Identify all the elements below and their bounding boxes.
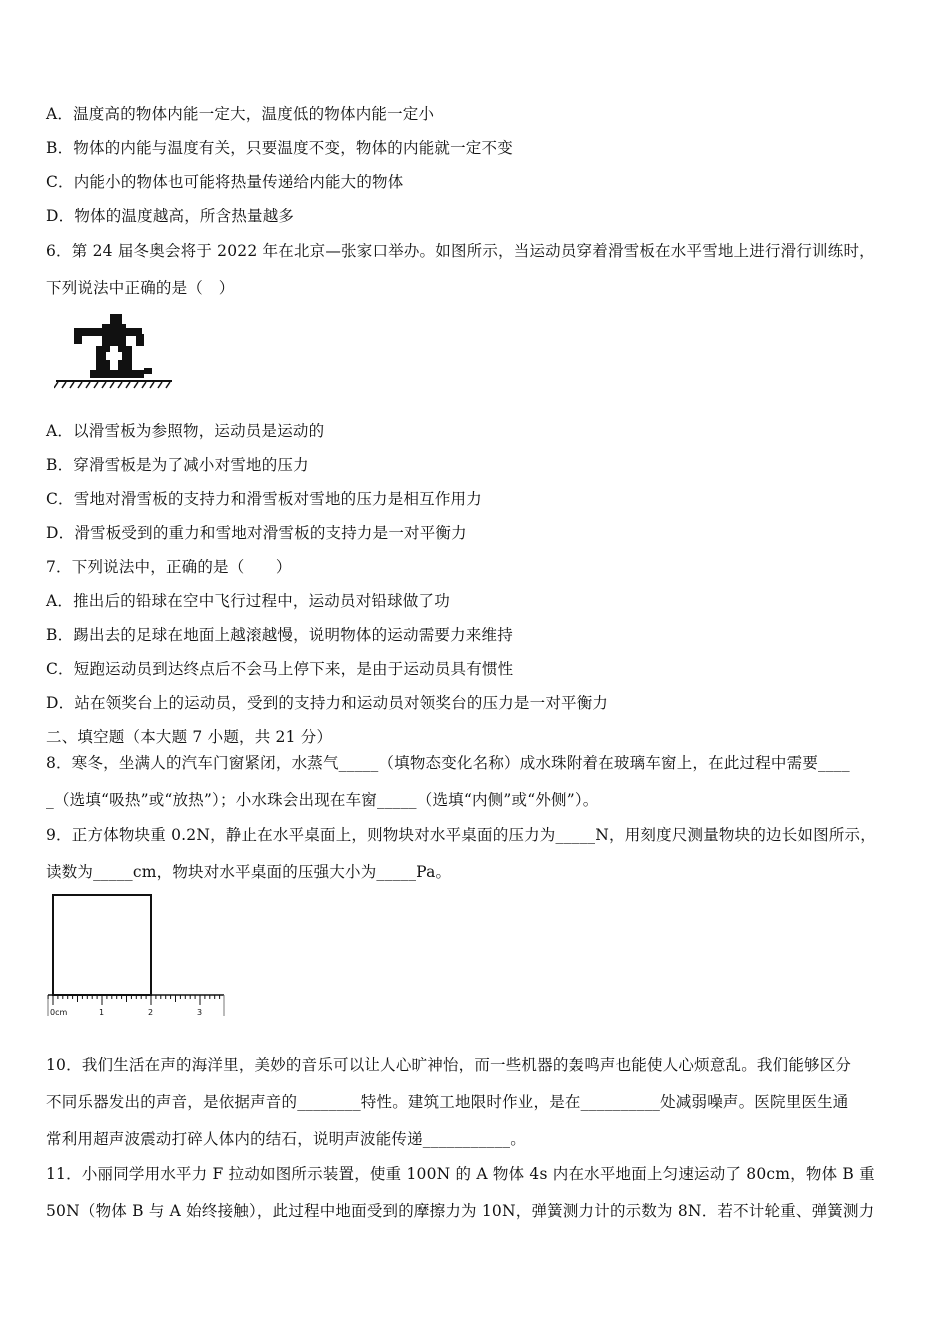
q10-line1: 10．我们生活在声的海洋里，美妙的音乐可以让人心旷神怡，而一些机器的轰鸣声也能使人心烦意乱。我们能够区分 [46,1056,852,1074]
skier-figure [54,312,178,392]
q5-option-c: C．内能小的物体也可能将热量传递给内能大的物体 [46,173,404,191]
ruler-label-0: 0cm [50,1008,68,1017]
q5-option-d: D．物体的温度越高，所含热量越多 [46,207,295,225]
q5-option-b: B．物体的内能与温度有关，只要温度不变，物体的内能就一定不变 [46,139,513,157]
q7-option-b: B．踢出去的足球在地面上越滚越慢，说明物体的运动需要力来维持 [46,626,513,644]
q6-stem-line2: 下列说法中正确的是（ ） [46,279,235,297]
ruler-label-1: 1 [99,1008,105,1017]
q6-option-b: B．穿滑雪板是为了减小对雪地的压力 [46,456,309,474]
q11-line2: 50N（物体 B 与 A 始终接触），此过程中地面受到的摩擦力为 10N，弹簧测力计的示数为 8N．若不计轮重、弹簧测力 [46,1202,875,1220]
q6-option-c: C．雪地对滑雪板的支持力和滑雪板对雪地的压力是相互作用力 [46,490,482,508]
q9-line1: 9．正方体物块重 0.2N，静止在水平桌面上，则物块对水平桌面的压力为_____N，用刻度尺测量物块的边长如图所示， [46,826,876,844]
q6-option-d: D．滑雪板受到的重力和雪地对滑雪板的支持力是一对平衡力 [46,524,467,542]
q8-line2: _（选填“吸热”或“放热”）；小水珠会出现在车窗_____（选填“内侧”或“外侧”）。 [46,791,599,809]
ruler-label-3: 3 [197,1008,203,1017]
q7-option-d: D．站在领奖台上的运动员，受到的支持力和运动员对领奖台的压力是一对平衡力 [46,694,609,712]
square-block [53,895,151,995]
ruler-label-2: 2 [148,1008,154,1017]
q10-line2: 不同乐器发出的声音，是依据声音的________特性。建筑工地限时作业，是在__________处减弱噪声。医院里医生通 [46,1093,849,1111]
q7-option-a: A．推出后的铅球在空中飞行过程中，运动员对铅球做了功 [46,592,450,610]
q9-line2: 读数为_____cm，物块对水平桌面的压强大小为_____Pa。 [46,863,452,881]
section-heading: 二、填空题（本大题 7 小题，共 21 分） [46,728,333,746]
ruler-block-figure [46,892,228,1022]
q5-option-a: A．温度高的物体内能一定大，温度低的物体内能一定小 [46,105,435,123]
q7-stem: 7．下列说法中，正确的是（ ） [46,558,292,576]
q10-line3: 常利用超声波震动打碎人体内的结石，说明声波能传递___________。 [46,1130,526,1148]
q7-option-c: C．短跑运动员到达终点后不会马上停下来，是由于运动员具有惯性 [46,660,514,678]
q6-option-a: A．以滑雪板为参照物，运动员是运动的 [46,422,325,440]
q8-line1: 8．寒冬，坐满人的汽车门窗紧闭，水蒸气_____（填物态变化名称）成水珠附着在玻璃车窗上，在此过程中需要____ [46,754,850,772]
q11-line1: 11．小丽同学用水平力 F 拉动如图所示装置，使重 100N 的 A 物体 4s 内在水平地面上匀速运动了 80cm，物体 B 重 [46,1165,875,1183]
q6-stem-line1: 6．第 24 届冬奥会将于 2022 年在北京—张家口举办。如图所示，当运动员穿着滑雪板在水平雪地上进行滑行训练时， [46,242,875,260]
